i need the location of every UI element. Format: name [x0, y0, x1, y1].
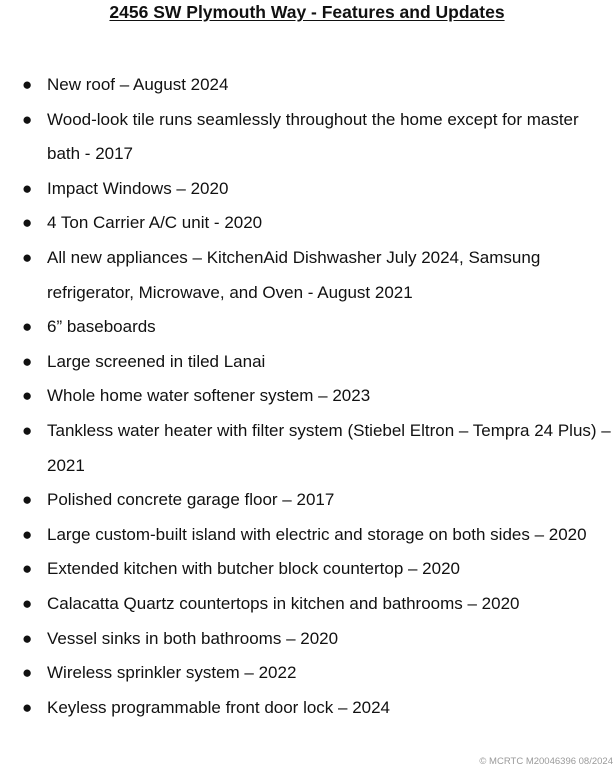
list-item-text: Large screened in tiled Lanai [47, 351, 266, 371]
list-item [0, 414, 614, 483]
list-item-text: Wood-look tile runs seamlessly throughout the home except for master bath - 2017 [47, 109, 579, 164]
bullet-icon: ● [22, 351, 33, 371]
bullet-icon: ● [22, 178, 33, 198]
document-title: 2456 SW Plymouth Way - Features and Updates [109, 2, 505, 22]
bullet-icon: ● [22, 247, 33, 267]
list-item [0, 587, 614, 622]
list-item-text: All new appliances – KitchenAid Dishwasher July 2024, Samsung refrigerator, Microwave, and Oven - August 2021 [47, 247, 541, 302]
list-item [0, 622, 614, 657]
list-item [0, 518, 614, 553]
list-item-text: Tankless water heater with filter system (Stiebel Eltron – Tempra 24 Plus) – 2021 [47, 420, 611, 475]
copyright-watermark: © MCRTC M20046396 08/2024 [479, 756, 613, 767]
list-item [0, 241, 614, 310]
bullet-icon: ● [22, 317, 33, 337]
bullet-icon: ● [22, 524, 33, 544]
bullet-icon: ● [22, 697, 33, 717]
list-item-text: Calacatta Quartz countertops in kitchen and bathrooms – 2020 [47, 593, 520, 613]
list-item [0, 379, 614, 414]
features-list [0, 68, 614, 725]
bullet-icon: ● [22, 628, 33, 648]
list-item-text: 4 Ton Carrier A/C unit - 2020 [47, 213, 263, 233]
list-item [0, 552, 614, 587]
bullet-icon: ● [22, 75, 33, 94]
list-item [0, 656, 614, 691]
bullet-icon: ● [22, 213, 33, 233]
list-item [0, 206, 614, 241]
list-item [0, 691, 614, 726]
bullet-icon: ● [22, 490, 33, 510]
list-item [0, 310, 614, 345]
list-item-text: Extended kitchen with butcher block countertop – 2020 [47, 559, 460, 579]
bullet-icon: ● [22, 420, 33, 440]
bullet-icon: ● [22, 386, 33, 406]
list-item [0, 68, 614, 103]
list-item [0, 483, 614, 518]
list-item [0, 172, 614, 207]
bullet-icon: ● [22, 109, 33, 129]
list-item [0, 345, 614, 380]
list-item-text: Wireless sprinkler system – 2022 [47, 663, 297, 683]
bullet-icon: ● [22, 663, 33, 683]
list-item-text: Polished concrete garage floor – 2017 [47, 490, 335, 510]
list-item-text: Impact Windows – 2020 [47, 178, 229, 198]
list-item [0, 103, 614, 172]
list-item-text: Keyless programmable front door lock – 2024 [47, 697, 391, 717]
bullet-icon: ● [22, 593, 33, 613]
bullet-icon: ● [22, 559, 33, 579]
list-item-text: 6” baseboards [47, 317, 156, 337]
list-item-text: Whole home water softener system – 2023 [47, 386, 371, 406]
list-item-text: New roof – August 2024 [47, 75, 229, 94]
list-item-text: Large custom-built island with electric and storage on both sides – 2020 [47, 524, 587, 544]
list-item-text: Vessel sinks in both bathrooms – 2020 [47, 628, 339, 648]
